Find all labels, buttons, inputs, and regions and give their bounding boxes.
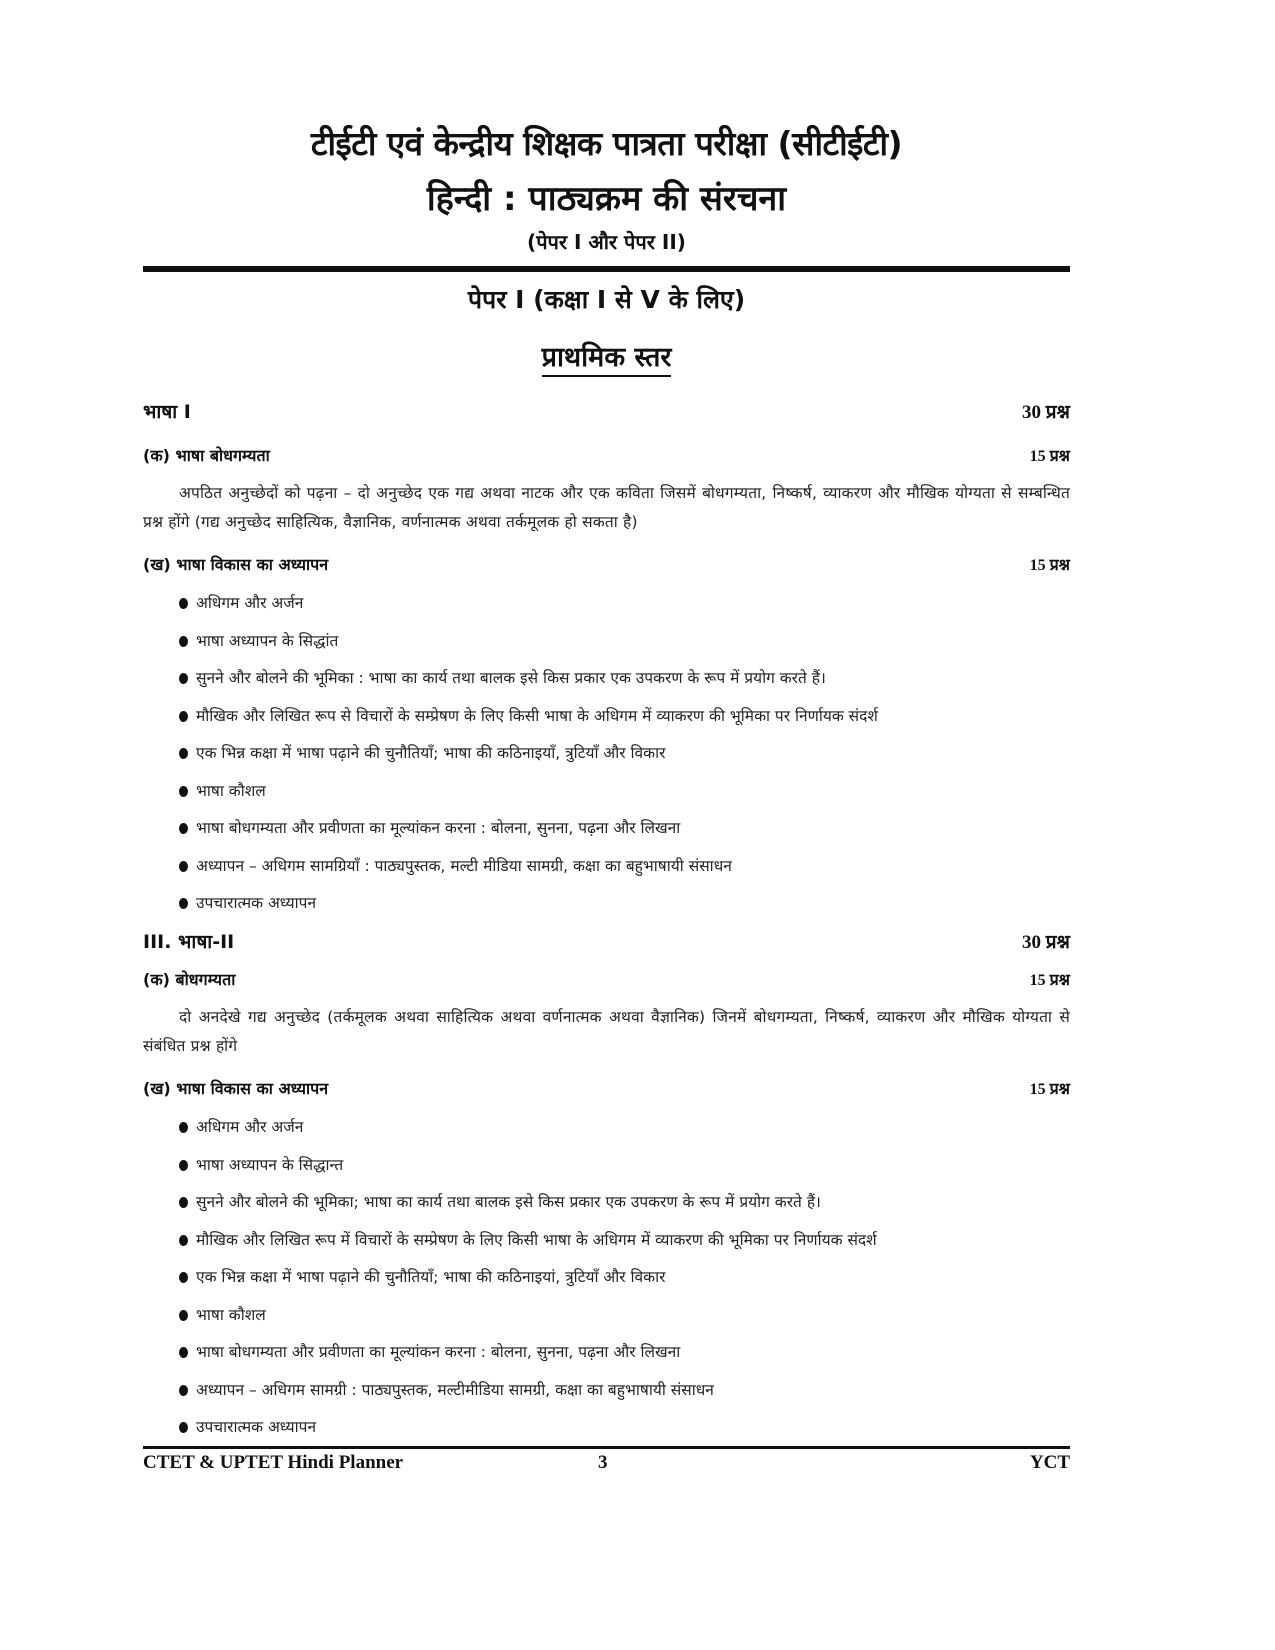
list-item: भाषा अध्यापन के सिद्धांत — [179, 630, 1059, 652]
question-count: 30 प्रश्न — [1022, 401, 1070, 423]
list-item: एक भिन्न कक्षा में भाषा पढ़ाने की चुनौतियाँ; भाषा की कठिनाइयां, त्रुटियाँ और विकार — [179, 1266, 1059, 1288]
footer-publisher: YCT — [1029, 1452, 1070, 1473]
bullet-icon — [179, 673, 188, 684]
bullet-icon — [179, 1197, 188, 1208]
subsection-heading — [143, 968, 1070, 990]
bullet-icon — [179, 786, 188, 797]
bullet-icon — [179, 1160, 188, 1171]
question-count: 15 प्रश्न — [1029, 446, 1070, 465]
list-item: मौखिक और लिखित रूप में विचारों के सम्प्रेषण के लिए किसी भाषा के अधिगम में व्याकरण की भूमिका पर निर्णायक संदर्श — [179, 1229, 1059, 1251]
bullet-icon — [179, 1272, 188, 1283]
list-item: एक भिन्न कक्षा में भाषा पढ़ाने की चुनौतियाँ; भाषा की कठिनाइयाँ, त्रुटियाँ और विकार — [179, 742, 1059, 764]
subsection-heading — [143, 553, 1070, 575]
bullet-icon — [179, 711, 188, 722]
question-count: 15 प्रश्न — [1029, 970, 1070, 989]
bullet-icon — [179, 898, 188, 909]
subsection-heading — [143, 1077, 1070, 1099]
page-number: 3 — [598, 1452, 608, 1473]
question-count: 30 प्रश्न — [1022, 931, 1070, 953]
question-count: 15 प्रश्न — [1029, 555, 1070, 574]
section-heading — [143, 398, 1070, 424]
document-subtitle: हिन्दी : पाठ्यक्रम की संरचना — [426, 179, 787, 219]
level-heading — [143, 338, 1070, 378]
subsection-paragraph: दो अनदेखे गद्य अनुच्छेद (तर्कमूलक अथवा साहित्यिक अथवा वर्णनात्मक अथवा वैज्ञानिक) जिनमें बोधगम्यता, निष्कर्ष, व्याकरण और मौखिक योग्यता से संबंधित प्रश्न होंगे — [143, 1008, 1070, 1055]
bullet-icon — [179, 1347, 188, 1358]
list-item: भाषा कौशल — [179, 780, 1059, 802]
list-item: अध्यापन – अधिगम सामग्री : पाठ्यपुस्तक, मल्टीमीडिया सामग्री, कक्षा का बहुभाषायी संसाधन — [179, 1379, 1059, 1401]
list-item: अधिगम और अर्जन — [179, 592, 1059, 614]
list-item: उपचारात्मक अध्यापन — [179, 892, 1059, 914]
bullet-icon — [179, 636, 188, 647]
bullet-icon — [179, 1385, 188, 1396]
list-item: सुनने और बोलने की भूमिका : भाषा का कार्य तथा बालक इसे किस प्रकार एक उपकरण के रूप में प्रयोग करते हैं। — [179, 667, 1059, 689]
list-item: भाषा बोधगम्यता और प्रवीणता का मूल्यांकन करना : बोलना, सुनना, पढ़ना और लिखना — [179, 1341, 1059, 1363]
list-item: मौखिक और लिखित रूप से विचारों के सम्प्रेषण के लिए किसी भाषा के अधिगम में व्याकरण की भूमिका पर निर्णायक संदर्श — [179, 705, 1059, 727]
bullet-icon — [179, 598, 188, 609]
subsection-title: (ख) भाषा विकास का अध्यापन — [143, 1079, 329, 1098]
level-heading-text: प्राथमिक स्तर — [542, 342, 672, 377]
subsection-title: (क) भाषा बोधगम्यता — [143, 446, 270, 465]
bullet-icon — [179, 1310, 188, 1321]
subsection-title: (क) बोधगम्यता — [143, 970, 236, 989]
subsection-heading — [143, 444, 1070, 466]
footer-divider — [143, 1446, 1070, 1449]
bullet-icon — [179, 1235, 188, 1246]
page-footer — [143, 1452, 1070, 1478]
list-item: उपचारात्मक अध्यापन — [179, 1416, 1059, 1438]
bullet-icon — [179, 1122, 188, 1133]
footer-book-title: CTET & UPTET Hindi Planner — [143, 1452, 404, 1473]
list-item: भाषा कौशल — [179, 1304, 1059, 1326]
document-title: टीईटी एवं केन्द्रीय शिक्षक पात्रता परीक्षा (सीटीईटी) — [310, 124, 903, 163]
list-item: अधिगम और अर्जन — [179, 1116, 1059, 1138]
header-divider — [143, 266, 1070, 272]
section-heading — [143, 928, 1070, 954]
papers-note: (पेपर I और पेपर II) — [527, 230, 686, 254]
list-item: भाषा बोधगम्यता और प्रवीणता का मूल्यांकन करना : बोलना, सुनना, पढ़ना और लिखना — [179, 817, 1059, 839]
paper-heading: पेपर I (कक्षा I से V के लिए) — [467, 285, 746, 314]
bullet-icon — [179, 1422, 188, 1433]
bullet-icon — [179, 823, 188, 834]
list-item: अध्यापन – अधिगम सामग्रियाँ : पाठ्यपुस्तक, मल्टी मीडिया सामग्री, कक्षा का बहुभाषायी संसाधन — [179, 855, 1059, 877]
subsection-paragraph: अपठित अनुच्छेदों को पढ़ना – दो अनुच्छेद एक गद्य अथवा नाटक और एक कविता जिसमें बोधगम्यता, निष्कर्ष, व्याकरण और मौखिक योग्यता से सम्बन्धित प्रश्न होंगे (गद्य अनुच्छेद साहित्यिक, वैज्ञानिक, वर्णनात्मक अथवा तर्कमूलक हो सकता है) — [143, 484, 1070, 531]
list-item: भाषा अध्यापन के सिद्धान्त — [179, 1154, 1059, 1176]
question-count: 15 प्रश्न — [1029, 1079, 1070, 1098]
section-title: भाषा I — [143, 401, 191, 423]
bullet-icon — [179, 748, 188, 759]
section-title: III. भाषा-II — [143, 931, 235, 953]
subsection-title: (ख) भाषा विकास का अध्यापन — [143, 555, 329, 574]
list-item: सुनने और बोलने की भूमिका; भाषा का कार्य तथा बालक इसे किस प्रकार एक उपकरण के रूप में प्रयोग करते हैं। — [179, 1191, 1059, 1213]
bullet-icon — [179, 861, 188, 872]
